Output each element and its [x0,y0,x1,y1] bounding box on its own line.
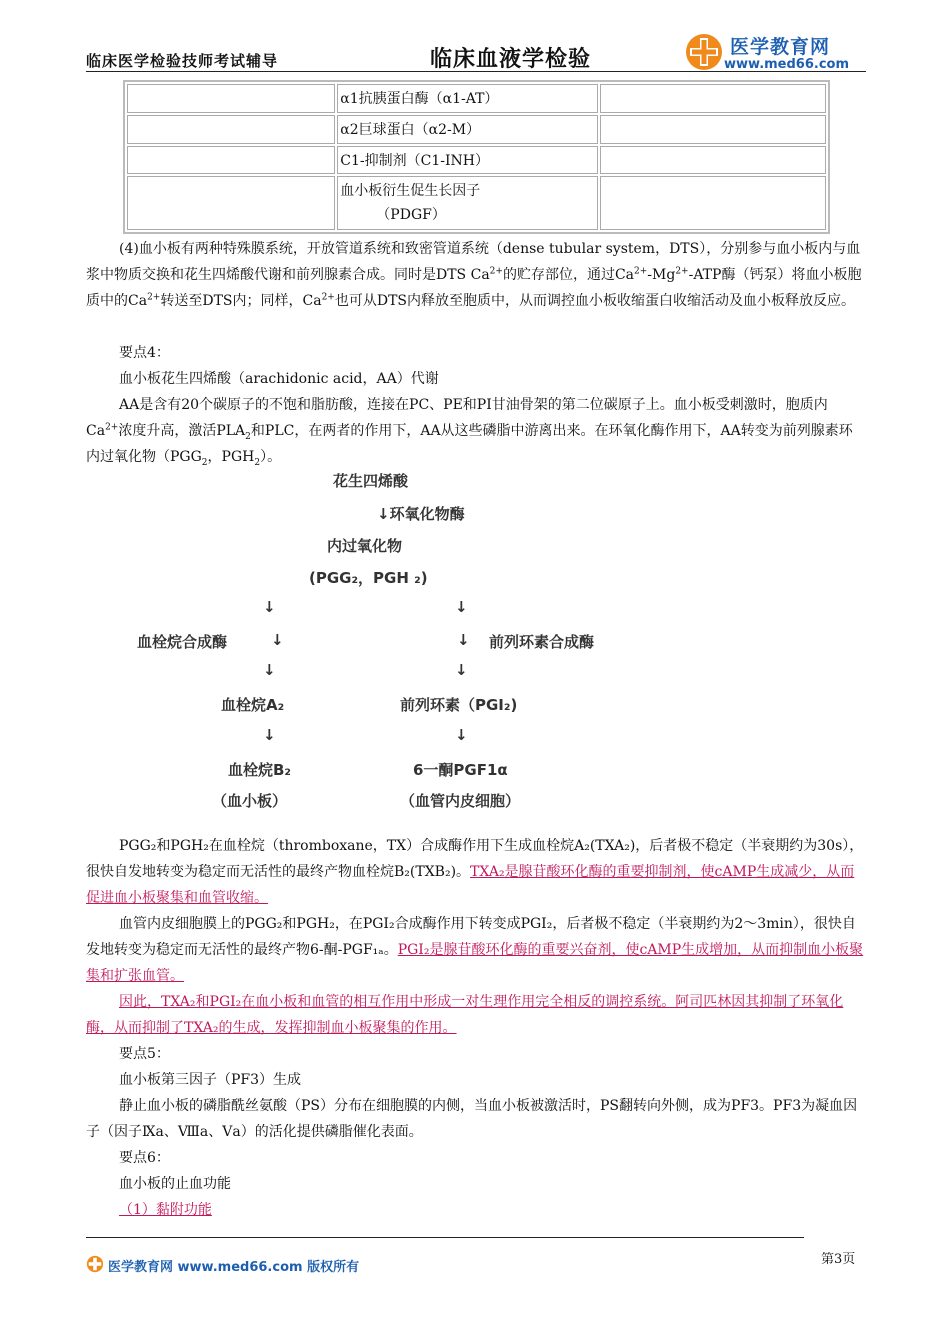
para-pf3: 静止血小板的磷脂酰丝氨酸（PS）分布在细胞膜的内侧，当血小板被激活时，PS翻转向外侧，成为PF3。PF3为凝血因子（因子Ⅸa、Ⅷa、Ⅴa）的活化提供磷脂催化表面。 [86,1098,858,1140]
page-number: 第3页 [821,1252,856,1267]
table-cell [600,84,826,113]
point4-label: 要点4： [119,345,170,361]
header-divider [86,71,866,72]
para-aspirin [86,989,866,1041]
para-txa2: PGG₂和PGH₂在血栓烷（thromboxane，TX）合成酶作用下生成血栓烷A₂(TXA₂)，后者极不稳定（半衰期约为30s），很快自发地转变为稳定而无活性的最终产物血栓烷B₂(TXB₂)。TXA₂是腺苷酸环化酶的重要抑制剂，使cAMP生成减少，从而促进血小板聚集和血管收缩。 [86,838,864,906]
table-cell: α1抗胰蛋白酶（α1-AT） [337,84,597,113]
table-cell [600,176,826,230]
diagram-endoperoxide-formula: (PGG₂，PGH ₂) [309,569,428,587]
diagram-source-endothelium: （血管内皮细胞） [400,792,521,810]
arrow-down-icon: ↓ [457,631,470,649]
diagram-source-platelet: （血小板） [212,792,288,810]
footer-copyright: 医学教育网 www.med66.com 版权所有 [108,1260,360,1275]
para-pgi2: 血管内皮细胞膜上的PGG₂和PGH₂，在PGI₂合成酶作用下转变成PGI₂，后者极不稳定（半衰期约为2～3min），很快自发地转变为稳定而无活性的最终产物6-酮-PGF₁ₐ。PGI₂是腺苷酸环化酶的重要兴奋剂，使cAMP生成增加，从而抑制血小板聚集和扩张血管。 [86,916,864,984]
point6-subheading: （1）黏附功能 [119,1202,212,1218]
point5-title: 血小板第三因子（PF3）生成 [119,1072,302,1088]
diagram-endoperoxide: 内过氧化物 [327,537,403,555]
arrow-down-icon: ↓ [271,631,284,649]
table-cell [127,84,335,113]
point4-title: 血小板花生四烯酸（arachidonic acid，AA）代谢 [119,371,439,387]
logo-url: www.med66.com [724,57,850,72]
arrow-down-icon: ↓ [263,598,276,616]
table-cell [337,176,597,230]
diagram-txb2: 血栓烷B₂ [228,761,292,779]
arrow-down-icon: ↓ [263,726,276,744]
logo-name: 医学教育网 [730,36,831,58]
point6-label: 要点6： [119,1150,170,1166]
arrow-down-icon: ↓ [455,726,468,744]
para-membrane-systems: (4)血小板有两种特殊膜系统，开放管道系统和致密管道系统（dense tubular system，DTS），分别参与血小板内与血浆中物质交换和花生四烯酸代谢和前列腺素合成。同时是DTS $Ca^{2+}$的贮存部位，通过$Ca^{2+}-Mg^{2+}$-ATP酶（钙泵）将血小板胞质中的$Ca^{2+}$转送至DTS内；同样，$Ca^{2+}$也可从DTS内释放至胞质中，从而调控血小板收缩蛋白收缩活动及血小板释放反应。 [86,241,862,309]
table-cell [127,146,335,175]
table-cell [127,115,335,144]
footer-divider [86,1237,804,1238]
diagram-txa-synthase: 血栓烷合成酶 [137,633,228,651]
table-cell: C1-抑制剂（C1-INH） [337,146,597,175]
point6-title: 血小板的止血功能 [119,1176,231,1192]
header-doc-title: 临床医学检验技师考试辅导 [86,52,279,70]
arrow-down-icon: ↓ [263,661,276,679]
table-cell-line: （PDGF） [376,207,446,224]
arrow-down-icon: ↓ [455,598,468,616]
diagram-pgi2: 前列环素（PGI₂) [400,696,518,714]
table-cell: α2巨球蛋白（α2-M） [337,115,597,144]
table-cell [600,115,826,144]
para-aa-metabolism: AA是含有20个碳原子的不饱和脂肪酸，连接在PC、PE和PI甘油骨架的第二位碳原子上。血小板受刺激时，胞质内$Ca^{2+}$浓度升高，激活$PLA_2$和PLC，在两者的作用下，AA从这些磷脂中游离出来。在环氧化酶作用下，AA转变为前列腺素环内过氧化物（$PGG_2$，$PGH_2$）。 [86,397,853,468]
diagram-cox-enzyme: ↓环氧化物酶 [377,505,465,523]
table-cell [600,146,826,175]
footer-logo-icon [86,1255,104,1273]
table-cell-line: 血小板衍生促生长因子 [340,183,481,200]
diagram-txa2: 血栓烷A₂ [221,696,285,714]
header-chapter-title: 临床血液学检验 [430,47,592,72]
point5-label: 要点5： [119,1046,170,1062]
table-cell [127,176,335,230]
highlight-aspirin-note: 因此，TXA₂和PGI₂在血小板和血管的相互作用中形成一对生理作用完全相反的调控系统。阿司匹林因其抑制了环氧化酶，从而抑制了TXA₂的生成，发挥抑制血小板聚集的作用。 [86,994,844,1036]
logo-cross-icon [684,32,724,72]
highlight-txa2-note: TXA₂是腺苷酸环化酶的重要抑制剂，使cAMP生成减少，从而促进血小板聚集和血管收缩。 [86,864,855,906]
highlight-pgi2-note: PGI₂是腺苷酸环化酶的重要兴奋剂，使cAMP生成增加，从而抑制血小板聚集和扩张血管。 [86,942,864,984]
diagram-arachidonic-acid: 花生四烯酸 [333,472,409,490]
diagram-6-keto-pgf1a: 6一酮PGF1α [413,761,508,779]
diagram-pgi-synthase: 前列环素合成酶 [489,633,595,651]
arrow-down-icon: ↓ [455,661,468,679]
site-logo[interactable] [684,30,864,76]
protein-table [123,80,830,234]
